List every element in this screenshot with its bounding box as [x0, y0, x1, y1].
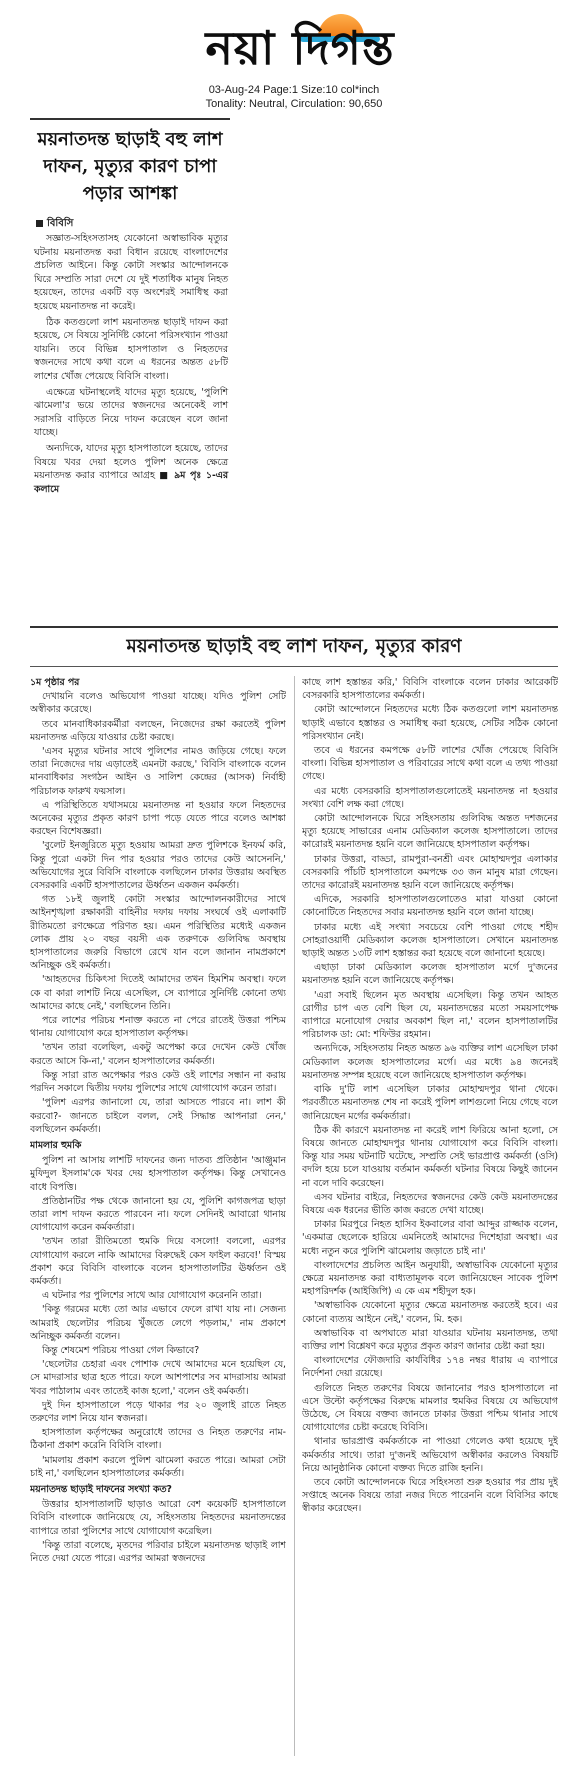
paragraph: দুই দিন হাসপাতালে পড়ে থাকার পর ২০ জুলাই রাতে নিহত তরুণের লাশ নিয়ে যান স্বজনরা। — [30, 1399, 286, 1424]
paragraph: এর মধ্যে বেসরকারি হাসপাতালগুলোতেই ময়নাতদন্ত না হওয়ার সংখ্যা বেশি লক্ষ করা গেছে। — [302, 785, 558, 810]
paragraph: পরে লাশের পরিচয় শনাক্ত করতে না পেরে রাতেই উত্তরা পশ্চিম থানায় যোগাযোগ করে হাসপাতাল কর্তৃপক্ষ। — [30, 1015, 286, 1040]
inner-headline: ময়নাতদন্ত ছাড়াই বহু লাশ দাফন, মৃত্যুর কারণ — [126, 636, 462, 657]
paragraph: কিন্তু শেষমেশ পরিচয় পাওয়া গেল কিভাবে? — [42, 1344, 200, 1356]
right-column — [302, 676, 558, 1764]
paragraph: প্রতিষ্ঠানটির পক্ষ থেকে জানানো হয় যে, পুলিশি কাগজপত্র ছাড়া তারা লাশ দাফন করতে পারবেন না। ফলে সেদিনই আবারো থানায় যোগাযোগ করেন কর্মকর্তারা। — [30, 1195, 286, 1234]
subheading: ময়নাতদন্ত ছাড়াই দাফনের সংখ্যা কত? — [30, 1483, 172, 1495]
paragraph: 'তখন তারা রীতিমতো হুমকি দিয়ে বসলো! বললো, এরপর যোগাযোগ করলে নাকি আমাদের বিরুদ্ধেই কেস ফাইল করবে!' বিস্ময় প্রকাশ করে বিবিসি বাংলাকে বলেন হাসপাতালটির ঊর্ধ্বতন ওই কর্মকর্তা। — [30, 1236, 286, 1287]
logo-text: নয়া দিগন্ত — [205, 21, 395, 75]
paragraph: তবে এ ধরনের কমপক্ষে ৫৮টি লাশের খোঁজ পেয়েছে বিবিসি বাংলা। বিভিন্ন হাসপাতাল ও পরিবারের সাথে কথা বলে এ তথ্য পাওয়া গেছে। — [302, 745, 558, 783]
masthead — [0, 0, 588, 112]
paragraph: গত ১৮ই জুলাই কোটা সংস্কার আন্দোলনকারীদের সাথে আইনশৃঙ্খলা রক্ষাকারী বাহিনীর দফায় দফায় সংঘর্ষে ওই এলাকাটি রীতিমতো রণক্ষেত্রে পরিণত হয়। এমন পরিস্থিতির মধ্যেই একজন লোক প্রায় ২০ বছর বয়সী এক তরুণকে গুলিবিদ্ধ অবস্থায় হাসপাতালের জরুরি বিভাগে রেখে যান বলে জানান নামপ্রকাশে অনিচ্ছুক ওই কর্মকর্তা। — [30, 894, 286, 972]
continued-label — [30, 676, 286, 689]
paragraph: 'তখন তারা বলেছিল, একটু অপেক্ষা করে দেখেন কেউ খোঁজ করতে আসে কি-না,' বলেন হাসপাতালের কর্মকর্তা। — [30, 1042, 286, 1067]
paragraph: বাংলাদেশের ফৌজদারি কার্যবিধির ১৭৪ নম্বর ধারায় এ ব্যাপারে নির্দেশনা দেয়া রয়েছে। — [302, 1355, 558, 1380]
front-page-article — [30, 118, 230, 606]
column-divider — [294, 676, 295, 1756]
paragraph: 'মামলায় প্রকাশ করলে পুলিশ ঝামেলা করতে পারে। আমরা সেটা চাই না,' বলছিলেন হাসপাতালের কর্মকর্তা। — [30, 1454, 286, 1479]
paragraph: 'আহতদের চিকিৎসা দিতেই আমাদের তখন হিমশিম অবস্থা। ফলে কে বা কারা লাশটি নিয়ে এসেছিল, সে ব্যাপারে সুনির্দিষ্ট কোনো তথ্য আমাদের কাছে নেই,' বলছিলেন তিনি। — [30, 974, 286, 1012]
paragraph: তবে মানবাধিকারকর্মীরা বলছেন, নিজেদের রক্ষা করতেই পুলিশ ময়নাতদন্ত এড়িয়ে যাওয়ার চেষ্টা করছে। — [30, 718, 286, 743]
paragraph: 'অস্বাভাবিক যেকোনো মৃত্যুর ক্ষেত্রে ময়নাতদন্ত করতেই হবে। এর কোনো ব্যত্যয় আইনে নেই,' বলেন, মি. হক। — [302, 1300, 558, 1325]
paragraph: ঠিক কতগুলো লাশ ময়নাতদন্ত ছাড়াই দাফন করা হয়েছে, সে বিষয়ে সুনির্দিষ্ট কোনো পরিসংখ্যান পাওয়া যায়নি। তবে বিভিন্ন হাসপাতাল ও নিহতদের স্বজনদের সাথে কথা বলে এ ধরনের অন্তত ৫৮টি লাশের খোঁজ পেয়েছে বিবিসি বাংলা। — [34, 316, 228, 382]
continuation-note: ■ ৯ম পৃঃ ১-এর কলামে — [34, 470, 228, 495]
paragraph: ঢাকার মিরপুরে নিহত হাসিব ইকবালের বাবা আব্দুর রাজ্জাক বলেন, 'একমাত্র ছেলেকে হারিয়ে এমনিতেই আমাদের দিশেহারা অবস্থা। এর মধ্যে নতুন করে পুলিশি ঝামেলায় জড়াতে চাই না।' — [302, 1219, 558, 1257]
paragraph: তবে কোটা আন্দোলনকে ঘিরে সহিংসতা শুরু হওয়ার পর প্রায় দুই সপ্তাহে অনেক বিষয়ে তারা নজর দিতে পারেননি বলে বিবিসির কাছে স্বীকার করেছেন। — [302, 1476, 558, 1515]
paragraph: কাছে লাশ হস্তান্তর করি,' বিবিসি বাংলাকে বলেন ঢাকার আরেকটি বেসরকারি হাসপাতালের কর্মকর্তা। — [302, 677, 558, 702]
paragraph — [34, 442, 228, 496]
paragraph: 'এরা সবাই ছিলেন মৃত অবস্থায় এসেছিল। কিন্তু তখন আহত রোগীর চাপ এত বেশি ছিল যে, ময়নাতদন্তের মতো সময়সাপেক্ষ ব্যাপারে মনোযোগ দেয়ার অবকাশ ছিল না,' বলেন হাসপাতালটির পরিচালক ডা: মো: শফিউর রহমান। — [302, 989, 558, 1041]
paragraph: হাসপাতাল কর্তৃপক্ষের অনুরোধে তাদের ও নিহত তরুণের নাম-ঠিকানা প্রকাশ করেনি বিবিসি বাংলা। — [30, 1427, 286, 1452]
paragraph: উত্তরার হাসপাতালটি ছাড়াও আরো বেশ কয়েকটি হাসপাতালে বিবিসি বাংলাকে জানিয়েছে যে, সহিংসতায় নিহতদের ময়নাতদন্তের ব্যাপারে তারা পুলিশের সাথে যোগাযোগ করেছিল। — [30, 1499, 286, 1537]
paragraph: কোটা আন্দোলনে নিহতদের মধ্যে ঠিক কতগুলো লাশ ময়নাতদন্ত ছাড়াই এভাবে হস্তান্তর ও সমাধিস্থ করা হয়েছে, সেটির সঠিক কোনো পরিসংখ্যান নেই। — [302, 704, 558, 742]
paragraph: 'ছেলেটার চেহারা এবং পোশাক দেখে আমাদের মনে হয়েছিল যে, সে মাদরাসার ছাত্র হতে পারে। ফলে আশপাশের সব মাদরাসায় আমরা খবর পাঠালাম এবং তাতেই কাজ হলো,' বলেন ওই কর্মকর্তা। — [30, 1359, 286, 1397]
paragraph: এক্ষেত্রে ঘটনাস্থলেই যাদের মৃত্যু হয়েছে, 'পুলিশি ঝামেলা'র ভয়ে তাদের স্বজনদের অনেকেই লাশ সরাসরি বাড়িতে নিয়ে দাফন করেছেন বলে জানা যাচ্ছে। — [34, 386, 228, 439]
divider — [30, 626, 558, 628]
left-column — [30, 676, 286, 1764]
subheading: মামলার হুমকি — [30, 1139, 82, 1151]
paragraph: থানার ভারপ্রাপ্ত কর্মকর্তাকে না পাওয়া গেলেও কথা হয়েছে দুই কর্মকর্তার সাথে। তারা দু'জনই অভিযোগ অস্বীকার করলেও বিষয়টি নিয়ে আনুষ্ঠানিক কোনো বক্তব্য দিতে রাজি হননি। — [302, 1436, 558, 1474]
paragraph: এ ঘটনার পর পুলিশের সাথে আর যোগাযোগ করেননি তারা। — [42, 1290, 262, 1302]
paragraph: 'বুলেট ইনজুরিতে মৃত্যু হওয়ায় আমরা দ্রুত পুলিশকে ইনফর্ম করি, কিন্তু পুরো একটা দিন পার হওয়ার পরও তাদের কেউ আসেননি,' অভিযোগের সুরে বিবিসি বাংলাকে বলছিলেন ঢাকার উত্তরায় অবস্থিত বেসরকারি একটি হাসপাতালের ঊর্ধ্বতন একজন কর্মকর্তা। — [30, 840, 286, 892]
paragraph: এছাড়া ঢাকা মেডিক্যাল কলেজ হাসপাতাল মর্গে দু'জনের ময়নাতদন্ত হয়নি বলে জানিয়েছে কর্তৃপক্ষ। — [302, 962, 558, 987]
clipping-meta-line2: Tonality: Neutral, Circulation: 90,650 — [205, 98, 383, 110]
divider — [30, 666, 558, 667]
paragraph: গুলিতে নিহত তরুণের বিষয়ে জানানোর পরও হাসপাতালে না এসে উল্টো কর্তৃপক্ষের বিরুদ্ধে মামলার হুমকির বিষয়ে যে অভিযোগ উঠেছে, সে বিষয়ে বক্তব্য জানতে ঢাকার উত্তরা পশ্চিম থানার সাথে যোগাযোগের চেষ্টা করেছে বিবিসি। — [302, 1382, 558, 1434]
bullet-icon — [36, 220, 43, 227]
paragraph: দেখায়নি বলেও অভিযোগ পাওয়া যাচ্ছে। যদিও পুলিশ সেটি অস্বীকার করেছে। — [30, 691, 286, 716]
byline — [36, 216, 73, 233]
paragraph: 'কিন্তু গরমের মধ্যে তো আর এভাবে ফেলে রাখা যায় না। সেজন্য আমরাই ছেলেটার পরিচয় খুঁজতে লেগে পড়লাম,' নাম প্রকাশে অনিচ্ছুক কর্মকর্তা বলেন। — [30, 1304, 286, 1342]
front-headline: ময়নাতদন্ত ছাড়াই বহু লাশ দাফন, মৃত্যুর কারণ চাপা পড়ার আশঙ্কা — [37, 129, 223, 204]
paragraph: ঢাকার উত্তরা, বাড্ডা, রামপুরা-বনশ্রী এবং মোহাম্মদপুর এলাকার বেসরকারি পাঁচটি হাসপাতালে কমপক্ষে ৩৩ জন মানুষ মারা গেছেন। তাদের কারোরই ময়নাতদন্ত হয়নি বলে জানিয়েছে কর্তৃপক্ষ। — [302, 853, 558, 892]
front-body — [34, 232, 228, 498]
continuation-text: ৯ম পৃঃ ১-এর কলামে — [34, 470, 228, 495]
paragraph: অস্বাভাবিক বা অপঘাতে মারা যাওয়ার ঘটনায় ময়নাতদন্ত, তথা ব্যক্তির লাশ বিশ্লেষণ করে মৃত্যুর প্রকৃত কারণ জানার চেষ্টা করা হয়। — [302, 1327, 558, 1352]
paragraph: কোটা আন্দোলনকে ঘিরে সহিংসতায় গুলিবিদ্ধ অন্তত দশজনের মৃত্যু হয়েছে সাভারের এনাম মেডিক্যাল কলেজ হাসপাতালে। তাদের কারোরই ময়নাতদন্ত হয়নি বলে জানিয়েছে হাসপাতাল কর্তৃপক্ষ। — [302, 813, 558, 851]
paragraph: সজ্ঞাত-সহিংসতাসহ যেকোনো অস্বাভাবিক মৃত্যুর ঘটনায় ময়নাতদন্ত করা বিধান রয়েছে বাংলাদেশের প্রচলিত আইনে। কিন্তু কোটা সংস্কার আন্দোলনকে ঘিরে সম্প্রতি সারা দেশে যে দুই শতাধিক মানুষ নিহত হয়েছেন, তাদের একটি বড় অংশেরই সমাধিস্থ করা হয়েছে ময়নাতদন্ত না করেই। — [34, 233, 228, 312]
paragraph: বাকি দু'টি লাশ এসেছিল ঢাকার মোহাম্মদপুর থানা থেকে। পরবর্তীতে ময়নাতদন্ত শেষ না করেই পুলিশ লাশগুলো নিয়ে গেছে বলে জানিয়েছেন মর্গের কর্মকর্তারা। — [302, 1084, 558, 1122]
paragraph: বাংলাদেশের প্রচলিত আইন অনুযায়ী, অস্বাভাবিক যেকোনো মৃত্যুর ক্ষেত্রে ময়নাতদন্ত করা বাধ্যতামূলক বলে জানিয়েছেন সাবেক পুলিশ মহাপরিদর্শক (আইজিপি) এ কে এম শহীদুল হক। — [302, 1259, 558, 1298]
paragraph: কিন্তু সারা রাত অপেক্ষার পরও কেউ ওই লাশের সন্ধান না করায় পরদিন সকালে দ্বিতীয় দফায় পুলিশের সাথে যোগাযোগ করেন তারা। — [30, 1069, 286, 1095]
paragraph: ঠিক কী কারণে ময়নাতদন্ত না করেই লাশ ফিরিয়ে আনা হলো, সে বিষয়ে জানতে মোহাম্মদপুর থানায় যোগাযোগ করে বিবিসি বাংলা। কিন্তু যার সময় ঘটনাটি ঘটেছে, সম্প্রতি সেই ভারপ্রাপ্ত কর্মকর্তা (ওসি) বদলি হয়ে চলে যাওয়ায় বর্তমান কর্মকর্তা ঘটনার বিষয়ে কিছুই জানেন না বলে দাবি করেছেন। — [302, 1124, 558, 1189]
inner-page-article — [30, 626, 558, 1766]
paragraph: 'এসব মৃত্যুর ঘটনার সাথে পুলিশের নামও জড়িয়ে গেছে। ফলে তারা নিজেদের দায় এড়াতেই এমনটা করছে,' বিবিসি বাংলাকে বলেন মানবাধিকার সংগঠন আইন ও সালিশ কেন্দ্রের (আসক) নির্বাহী পরিচালক ফারুখ ফয়সাল। — [30, 746, 286, 797]
byline-text: বিবিসি — [47, 218, 74, 229]
paragraph: এদিকে, সরকারি হাসপাতালগুলোতেও মারা যাওয়া কোনো কোনোটিতে নিহতদের সবার ময়নাতদন্ত হয়নি বলে জানা যাচ্ছে। — [302, 894, 558, 919]
paragraph: অন্যদিকে, সহিংসতায় নিহত অন্তত ৯৬ ব্যক্তির লাশ এসেছিল ঢাকা মেডিক্যাল কলেজ হাসপাতালের মর্গে। এর মধ্যে ৯৪ জনেরই ময়নাতদন্ত সম্পন্ন হয়েছে বলে জানিয়েছে হাসপাতাল কর্তৃপক্ষ। — [302, 1043, 558, 1081]
paragraph: পুলিশ না আসায় লাশটি দাফনের জন্য দাতব্য প্রতিষ্ঠান 'আঞ্জুমান মুফিদুল ইসলাম'কে খবর দেয় হাসপাতাল কর্তৃপক্ষ। কিন্তু সেখানেও বাধে বিপত্তি। — [30, 1155, 286, 1193]
clipping-meta-line1: 03-Aug-24 Page:1 Size:10 col*inch — [208, 84, 380, 96]
paragraph-text: অন্যদিকে, যাদের মৃত্যু হাসপাতালে হয়েছে, তাদের বিষয়ে খবর দেয়া হলেও পুলিশ অনেক ক্ষেত্রে ময়নাতদন্ত করার ব্যাপারে আগ্রহ — [34, 442, 228, 482]
divider — [30, 118, 230, 120]
paragraph: এসব ঘটনার বাইরে, নিহতদের স্বজনদের কেউ কেউ ময়নাতদন্তের বিষয়ে এক ধরনের ভীতি কাজ করতে দেখা যাচ্ছে। — [302, 1191, 558, 1216]
paragraph: এ পরিস্থিতিতে যথাসময়ে ময়নাতদন্ত না হওয়ার ফলে নিহতদের অনেকের মৃত্যুর প্রকৃত কারণ চাপা পড়ে যেতে পারে বলেও আশঙ্কা করছেন বিশেষজ্ঞরা। — [30, 799, 286, 838]
paragraph: ঢাকার মধ্যে এই সংখ্যা সবচেয়ে বেশি পাওয়া গেছে শহীদ সোহরাওয়ার্দী মেডিক্যাল কলেজ হাসপাতালে। সেখানে ময়নাতদন্ত ছাড়াই অন্তত ১৩টি লাশ হস্তান্তর করা হয়েছে বলে জানানো হয়েছে। — [302, 921, 558, 960]
paragraph: 'পুলিশ এরপর জানালো যে, তারা আসতে পারবে না। লাশ কী করবো?- জানতে চাইলে বলল, সেই সিদ্ধান্ত আপনারা নেন,' বলছিলেন কর্মকর্তা। — [30, 1097, 286, 1135]
newspaper-logo — [150, 10, 450, 80]
paragraph: 'কিন্তু তারা বলেছে, মৃতদের পরিবার চাইলে ময়নাতদন্ত ছাড়াই লাশ নিতে দেয়া যেতে পারে। এরপর আমরা স্বজনদের — [30, 1539, 286, 1564]
lead-label: ১ম পৃষ্ঠার পর — [30, 677, 80, 688]
